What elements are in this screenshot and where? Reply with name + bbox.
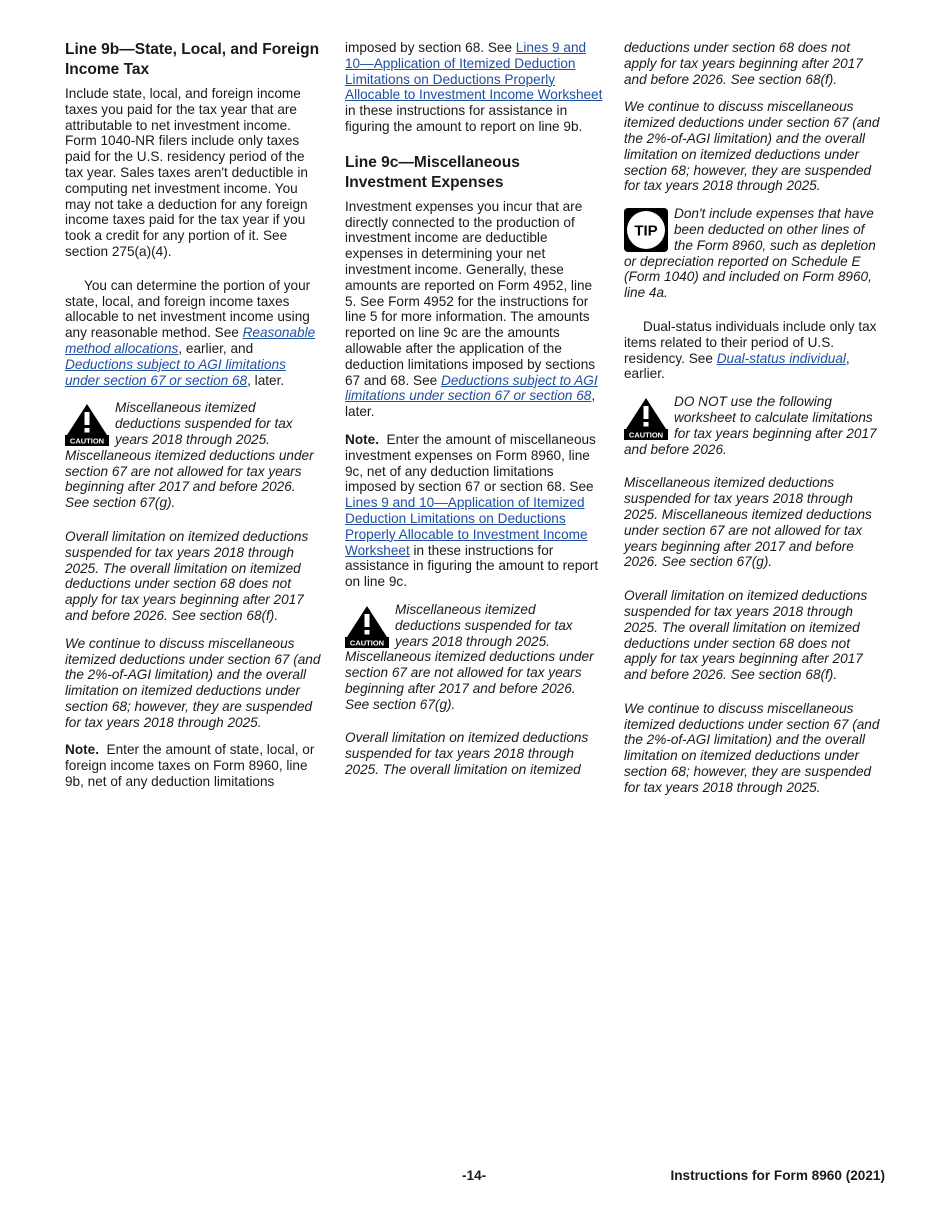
link-deductions-subject-to-agi[interactable]: Deductions subject to AGI limitations under section 67 or section 68 <box>65 356 286 388</box>
caution-text: Overall limitation on itemized deductions suspended for tax years 2018 through 2025. The overall limitation on itemized deductions under section 68 does not apply for tax years beginning after 2017 and before 2026. See section 68(f). <box>624 588 868 683</box>
paragraph: Investment expenses you incur that are directly connected to the production of investment income are deductible expenses in determining your net investment income. Generally, these amounts are reported on Form 4952, line 5. See Form 4952 for the instructions for line 5 for more information. The amounts reported on line 9c are the amounts allowable after the application of the deduction limitations imposed by sections 67 and 68. See Deductions subject to AGI limitations under section 67 or section 68, later. <box>345 198 598 420</box>
column-3 <box>624 40 882 808</box>
caution-block <box>345 602 603 778</box>
link-dual-status-individual[interactable]: Dual-status individual <box>716 350 846 366</box>
paragraph: Include state, local, and foreign income taxes you paid for the tax year that are attributable to net investment income. Form 1040-NR filers include only taxes paid for the U.S. residency period of the tax year. Sales taxes aren't deductible in computing net investment income. You may not take a deduction for any foreign income taxes paid for the tax year if you took a credit for any portion of it. See section 275(a)(4). <box>65 86 308 259</box>
caution-text: Miscellaneous itemized deductions suspended for tax years 2018 through 2025. Miscellaneous itemized deductions under section 67 are not allowed for tax years beginning after 2017 and before 2026. See section 67(g). <box>624 475 872 570</box>
caution-icon <box>345 604 389 648</box>
caution-text: Miscellaneous itemized deductions suspended for tax years 2018 through 2025. Miscellaneous itemized deductions under section 67 are not allowed for tax years beginning after 2017 and before 2026. See section 67(g). <box>345 601 594 712</box>
caution-icon <box>65 402 109 446</box>
svg-text:TIP: TIP <box>634 222 658 240</box>
caution-text: We continue to discuss miscellaneous itemized deductions under section 67 (and the 2%-of-AGI limitation) and the overall limitation on itemized deductions under section 68; however, they are suspended for tax years 2018 through 2025. <box>65 635 321 730</box>
note-paragraph: Note. Enter the amount of miscellaneous investment expenses on Form 8960, line 9c, net of any deduction limitations imposed by section 67 or section 68. See Lines 9 and 10—Application of Itemized Deduction Limitations on Deductions Properly Allocable to Investment Income Worksheet in these instructions for assistance in figuring the amount to report on line 9c. <box>345 431 599 590</box>
note-paragraph: Note. Enter the amount of state, local, or foreign income taxes on Form 8960, line 9b, net of any deduction limitations <box>65 742 315 790</box>
heading-line-9c: Line 9c—Miscellaneous Investment Expenses <box>345 153 520 191</box>
tip-icon <box>624 208 668 252</box>
caution-text: DO NOT use the following worksheet to calculate limitations for tax years beginning after 2017 and before 2026. <box>624 394 877 457</box>
tip-text: Don't include expenses that have been deducted on other lines of the Form 8960, such as depletion or depreciation reported on Schedule E (Form 1040) and included on Form 8960, line 4a. <box>624 206 876 301</box>
footer-title: Instructions for Form 8960 (2021) <box>670 1168 885 1183</box>
caution-text: We continue to discuss miscellaneous itemized deductions under section 67 (and the 2%-of-AGI limitation) and the overall limitation on itemized deductions under section 68; however, they are suspended for tax years 2018 through 2025. <box>624 99 880 194</box>
paragraph: You can determine the portion of your state, local, and foreign income taxes allocable to net investment income using any reasonable method. See Reasonable method allocations, earlier, and Deductions subject to AGI limitations under section 67 or section 68, later. <box>65 277 316 388</box>
link-lines-9-and-10-worksheet[interactable]: Lines 9 and 10—Application of Itemized Deduction Limitations on Deductions Properly Allocable to Investment Income Worksheet <box>345 40 603 103</box>
caution-text: Overall limitation on itemized deductions suspended for tax years 2018 through 2025. The overall limitation on itemized <box>345 730 589 778</box>
caution-text: Miscellaneous itemized deductions suspended for tax years 2018 through 2025. Miscellaneous itemized deductions under section 67 are not allowed for tax years beginning after 2017 and before 2026. See section 67(g). <box>65 400 314 511</box>
paragraph: imposed by section 68. See Lines 9 and 10—Application of Itemized Deduction Limitations on Deductions Properly Allocable to Investment Income Worksheet in these instructions for assistance in figuring the amount to report on line 9b. <box>345 40 603 134</box>
column-1 <box>65 40 323 802</box>
link-deductions-subject-to-agi[interactable]: Deductions subject to AGI limitations under section 67 or section 68 <box>345 372 598 404</box>
link-reasonable-method-allocations[interactable]: Reasonable method allocations <box>65 325 316 356</box>
column-2 <box>345 40 603 790</box>
svg-text:CAUTION: CAUTION <box>628 430 664 440</box>
caution-text: deductions under section 68 does not apply for tax years beginning after 2017 and before 2026. See section 68(f). <box>624 40 863 87</box>
heading-line-9b: Line 9b—State, Local, and Foreign Income Tax <box>65 41 320 78</box>
svg-text:CAUTION: CAUTION <box>349 638 385 648</box>
caution-text: We continue to discuss miscellaneous itemized deductions under section 67 (and the 2%-of-AGI limitation) and the overall limitation on itemized deductions under section 68; however, they are suspended for tax years 2018 through 2025. <box>624 700 880 795</box>
tip-block <box>624 206 882 301</box>
caution-icon <box>624 396 668 440</box>
caution-block <box>65 400 323 730</box>
svg-text:CAUTION: CAUTION <box>69 436 105 446</box>
link-lines-9-and-10-worksheet[interactable]: Lines 9 and 10—Application of Itemized Deduction Limitations on Deductions Properly Allocable to Investment Income Worksheet <box>345 495 588 558</box>
caution-text: Overall limitation on itemized deductions suspended for tax years 2018 through 2025. The overall limitation on itemized deductions under section 68 does not apply for tax years beginning after 2017 and before 2026. See section 68(f). <box>65 528 309 623</box>
page-number: -14- <box>462 1168 487 1183</box>
caution-block <box>624 394 882 796</box>
paragraph: Dual-status individuals include only tax items related to their period of U.S. residency. See Dual-status individual, earlier. <box>624 318 877 382</box>
